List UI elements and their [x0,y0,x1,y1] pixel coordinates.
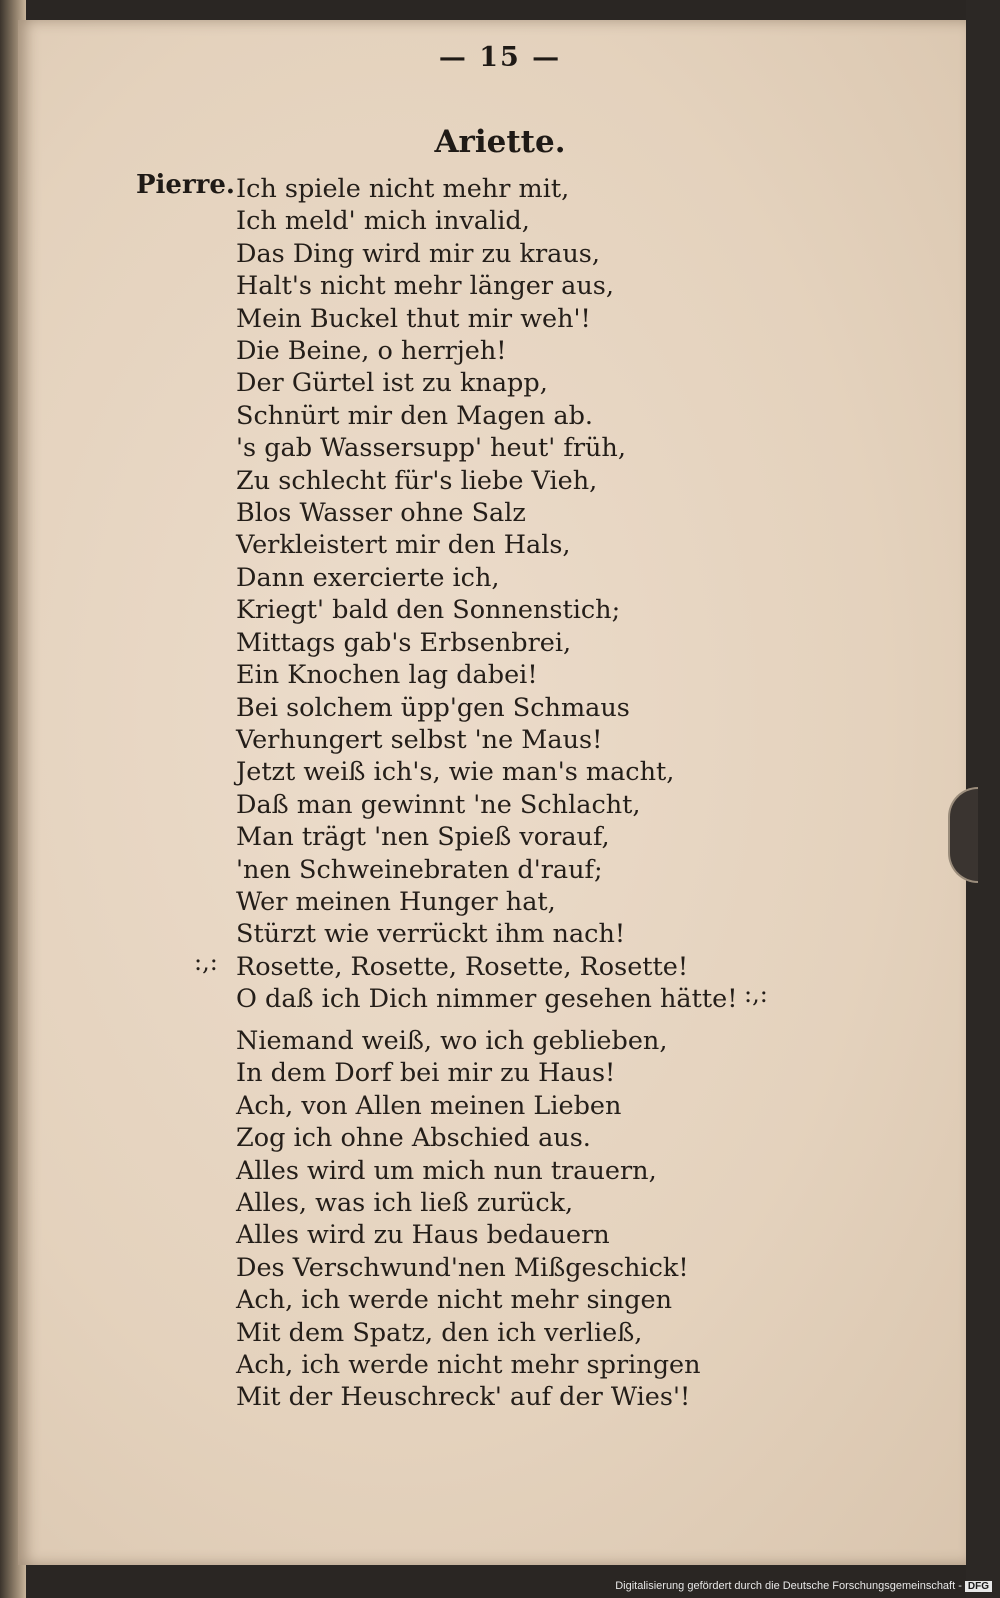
verse-line: Stürzt wie verrückt ihm nach! [236,919,626,950]
dfg-logo: DFG [965,1581,992,1592]
speaker-label: Pierre. [136,170,235,200]
verse-line: Ach, von Allen meinen Lieben [236,1090,622,1121]
verse-line: Mit dem Spatz, den ich verließ, [236,1317,643,1348]
digitization-credit [615,1580,992,1592]
repeat-mark-close: :,: [744,980,768,1008]
page-number: — 15 — [438,42,562,73]
verse-line: Kriegt' bald den Sonnenstich; [236,595,621,626]
verse-line: Die Beine, o herrjeh! [236,336,507,367]
verse-stanza-1 [236,173,737,1016]
verse-line: O daß ich Dich nimmer gesehen hätte! [236,984,738,1015]
verse-line: Mit der Heuschreck' auf der Wies'! [236,1382,691,1413]
verse-line: Niemand weiß, wo ich geblieben, [236,1026,668,1056]
repeat-mark-open: :,: [194,948,218,976]
verse-line: Bei solchem üpp'gen Schmaus [236,692,630,723]
credit-text: Digitalisierung gefördert durch die Deutsche Forschungsgemeinschaft - [615,1580,962,1592]
verse-line: Ein Knochen lag dabei! [236,660,538,691]
verse-line: Blos Wasser ohne Salz [236,498,526,529]
verse-line: In dem Dorf bei mir zu Haus! [236,1058,616,1089]
verse-line: Man trägt 'nen Spieß vorauf, [236,822,610,853]
verse-line: Zog ich ohne Abschied aus. [236,1123,591,1154]
verse-line: Das Ding wird mir zu kraus, [236,238,600,269]
verse-line: Alles wird um mich nun trauern, [236,1155,657,1186]
page-tab-marker [948,787,978,883]
verse-stanza-2 [236,1025,701,1414]
verse-line: Alles wird zu Haus bedauern [236,1220,610,1251]
verse-line: Mittags gab's Erbsenbrei, [236,627,572,658]
verse-line: Verkleistert mir den Hals, [236,530,571,561]
verse-line: Alles, was ich ließ zurück, [236,1188,574,1219]
verse-line: Jetzt weiß ich's, wie man's macht, [236,757,675,788]
verse-line: 's gab Wassersupp' heut' früh, [236,433,626,464]
verse-line: Ach, ich werde nicht mehr springen [236,1350,701,1381]
verse-line: Halt's nicht mehr länger aus, [236,271,614,302]
verse-line: Ich meld' mich invalid, [236,206,530,237]
verse-line: Rosette, Rosette, Rosette, Rosette! [236,951,689,982]
verse-line: Ach, ich werde nicht mehr singen [236,1285,673,1316]
verse-line: Mein Buckel thut mir weh'! [236,303,591,334]
verse-line: Der Gürtel ist zu knapp, [236,368,548,399]
verse-line: 'nen Schweinebraten d'rauf; [236,854,603,885]
verse-line: Dann exercierte ich, [236,562,500,593]
verse-line: Des Verschwund'nen Mißgeschick! [236,1252,689,1283]
verse-line: Schnürt mir den Magen ab. [236,400,594,431]
verse-line: Ich spiele nicht mehr mit, [236,174,570,204]
verse-line: Wer meinen Hunger hat, [236,886,556,917]
song-title: Ariette. [434,124,566,160]
verse-line: Daß man gewinnt 'ne Schlacht, [236,789,641,820]
verse-line: Zu schlecht für's liebe Vieh, [236,465,598,496]
verse-line: Verhungert selbst 'ne Maus! [236,724,603,755]
